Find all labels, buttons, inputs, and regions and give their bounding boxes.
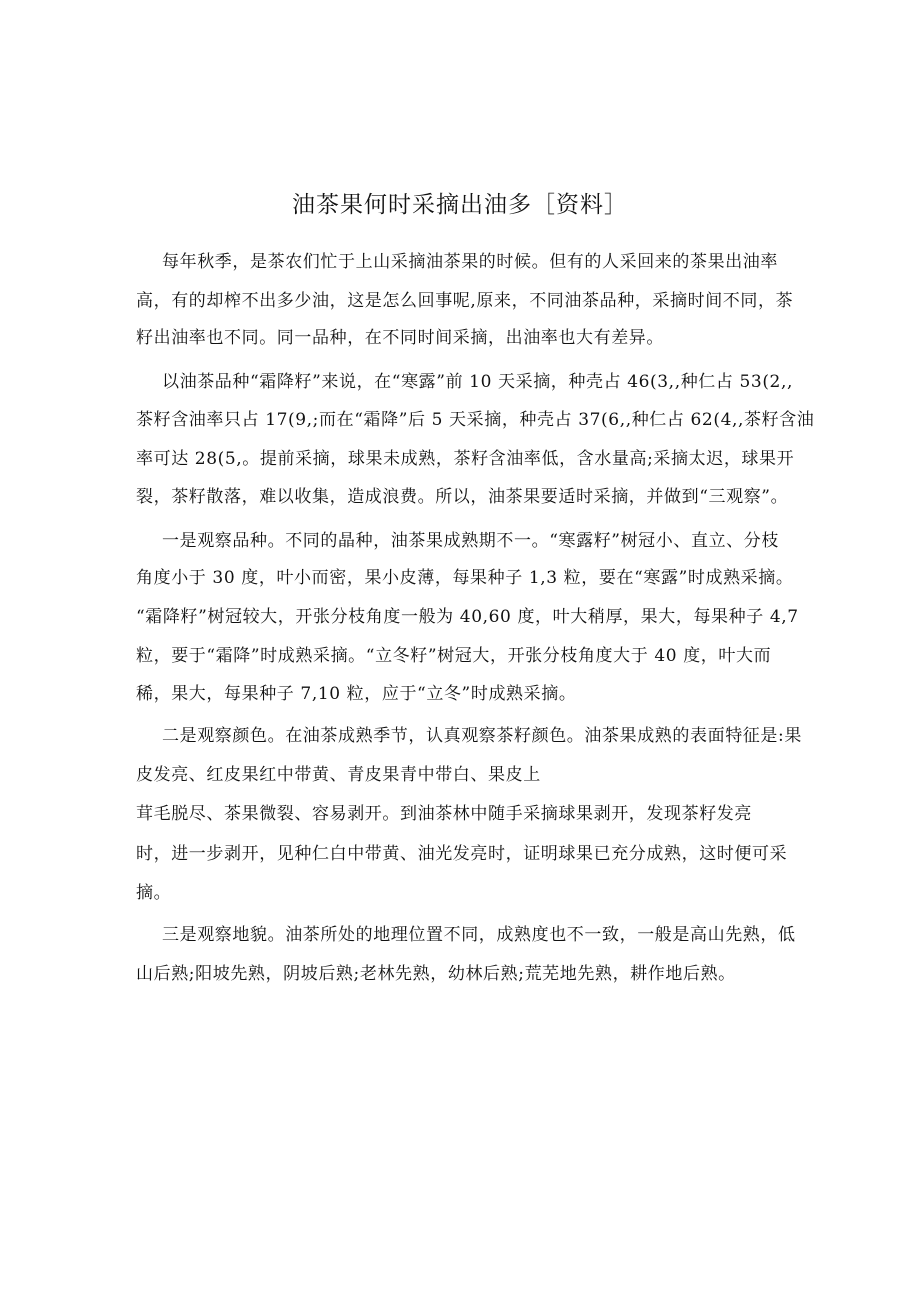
paragraph-line: 每年秋季，是茶农们忙于上山采摘油茶果的时候。但有的人采回来的茶果出油率 xyxy=(162,252,778,272)
paragraph-line: 二是观察颜色。在油茶成熟季节，认真观察茶籽颜色。油茶果成熟的表面特征是:果 xyxy=(162,726,802,746)
paragraph-line: 皮发亮、红皮果红中带黄、青皮果青中带白、果皮上 xyxy=(136,765,541,785)
paragraph-line: 茸毛脱尽、茶果微裂、容易剥开。到油茶林中随手采摘球果剥开，发现茶籽发亮 xyxy=(136,804,752,824)
paragraph-line: 率可达 28(5,。提前采摘，球果未成熟，茶籽含油率低，含水量高;采摘太迟，球果开 xyxy=(136,449,795,469)
paragraph-line: 角度小于 30 度，叶小而密，果小皮薄，每果种子 1,3 粒，要在“寒露”时成熟采摘。 xyxy=(136,568,794,588)
paragraph-line: 粒，要于“霜降”时成熟采摘。“立冬籽”树冠大，开张分枝角度大于 40 度，叶大而 xyxy=(136,646,772,666)
paragraph-line: 时，进一步剥开，见种仁白中带黄、油光发亮时，证明球果已充分成熟，这时便可采 xyxy=(136,844,788,864)
paragraph-line: 三是观察地貌。油茶所处的地理位置不同，成熟度也不一致，一般是高山先熟，低 xyxy=(162,925,796,945)
paragraph-line: “霜降籽”树冠较大，开张分枝角度一般为 40,60 度，叶大稍厚，果大，每果种子 4,7 xyxy=(136,607,799,627)
document-title: 油茶果何时采摘出油多［资料］ xyxy=(292,192,628,218)
paragraph-line: 山后熟;阳坡先熟，阴坡后熟;老林先熟，幼林后熟;荒芜地先熟，耕作地后熟。 xyxy=(136,964,736,984)
paragraph-line: 摘。 xyxy=(136,883,172,903)
paragraph-line: 裂，茶籽散落，难以收集，造成浪费。所以，油茶果要适时采摘，并做到“三观察”。 xyxy=(136,487,789,507)
paragraph-line: 籽出油率也不同。同一品种，在不同时间采摘，出油率也大有差异。 xyxy=(136,328,664,348)
paragraph-line: 高，有的却榨不出多少油，这是怎么回事呢,原来，不同油茶品种，采摘时间不同，茶 xyxy=(136,291,794,311)
paragraph-line: 茶籽含油率只占 17(9,;而在“霜降”后 5 天采摘，种壳占 37(6,,种仁占 62(4,,茶籽含油 xyxy=(136,410,815,430)
paragraph-line: 稀，果大，每果种子 7,10 粒，应于“立冬”时成熟采摘。 xyxy=(136,684,577,704)
paragraph-line: 一是观察品种。不同的晶种，油茶果成熟期不一。“寒露籽”树冠小、直立、分枝 xyxy=(162,531,779,551)
paragraph-line: 以油茶品种“霜降籽”来说，在“寒露”前 10 天采摘，种壳占 46(3,,种仁占 53(2,, xyxy=(162,372,793,392)
